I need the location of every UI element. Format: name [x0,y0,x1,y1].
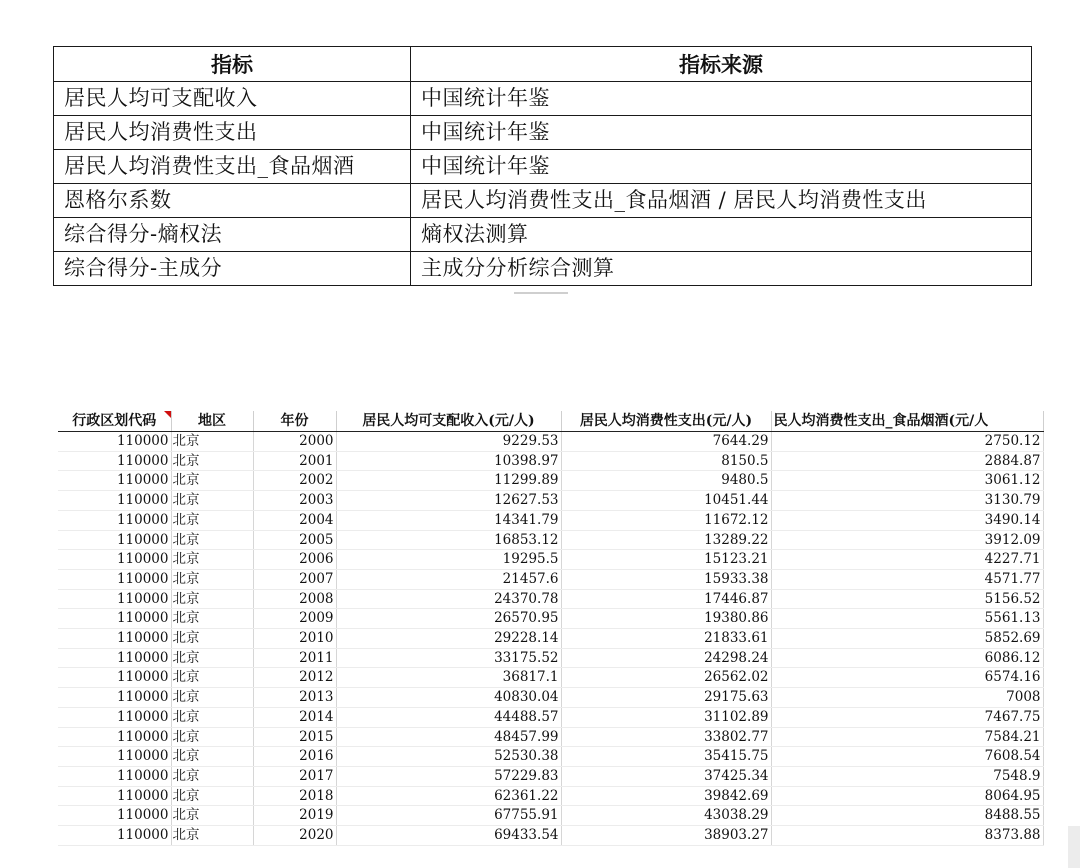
cell-region[interactable]: 北京 [171,727,253,747]
cell-region[interactable]: 北京 [171,629,253,649]
cell-year[interactable]: 2019 [253,806,336,826]
cell-region-code[interactable]: 110000 [58,569,171,589]
cell-region-code[interactable]: 110000 [58,471,171,491]
table-row [58,589,1043,609]
cell-region-code[interactable]: 110000 [58,451,171,471]
cell-region[interactable]: 北京 [171,510,253,530]
indicator-name: 综合得分-熵权法 [54,218,411,252]
cell-food-consumption[interactable]: 8064.95 [771,786,1043,806]
cell-income[interactable]: 40830.04 [336,688,561,708]
cell-consumption[interactable]: 37425.34 [561,766,771,786]
cell-consumption[interactable]: 9480.5 [561,471,771,491]
cell-food-consumption[interactable]: 3912.09 [771,530,1043,550]
cell-income[interactable]: 52530.38 [336,747,561,767]
cell-food-consumption[interactable]: 3490.14 [771,510,1043,530]
cell-year[interactable]: 2014 [253,707,336,727]
cell-region-code[interactable]: 110000 [58,826,171,846]
cell-region[interactable]: 北京 [171,668,253,688]
indicator-name: 恩格尔系数 [54,184,411,218]
cell-consumption[interactable]: 26562.02 [561,668,771,688]
cell-year[interactable]: 2013 [253,688,336,708]
cell-region[interactable]: 北京 [171,589,253,609]
indicator-name: 居民人均消费性支出 [54,116,411,150]
cell-region[interactable]: 北京 [171,707,253,727]
cell-consumption[interactable]: 29175.63 [561,688,771,708]
indicator-source: 主成分分析综合测算 [411,252,1032,286]
cell-income[interactable]: 26570.95 [336,609,561,629]
cell-region[interactable]: 北京 [171,688,253,708]
cell-consumption[interactable]: 24298.24 [561,648,771,668]
cell-income[interactable]: 69433.54 [336,826,561,846]
cell-food-consumption[interactable]: 6086.12 [771,648,1043,668]
table-row [58,648,1043,668]
cell-year[interactable]: 2015 [253,727,336,747]
cell-income[interactable]: 12627.53 [336,491,561,511]
cell-year[interactable]: 2001 [253,451,336,471]
cell-region[interactable]: 北京 [171,806,253,826]
indicator-row [54,150,1032,184]
cell-income[interactable]: 29228.14 [336,629,561,649]
cell-region-code[interactable]: 110000 [58,432,171,452]
column-header-region-code[interactable] [58,411,171,432]
cell-consumption[interactable]: 35415.75 [561,747,771,767]
cell-year[interactable]: 2016 [253,747,336,767]
spreadsheet[interactable] [58,411,1041,848]
table-row [58,550,1043,570]
cell-region-code[interactable]: 110000 [58,766,171,786]
cell-food-consumption[interactable]: 3130.79 [771,491,1043,511]
cell-year[interactable]: 2012 [253,668,336,688]
table-row [58,806,1043,826]
cell-year[interactable]: 2007 [253,569,336,589]
cell-region-code[interactable]: 110000 [58,491,171,511]
cell-income[interactable]: 19295.5 [336,550,561,570]
indicator-header: 指标 [54,47,411,82]
cell-income[interactable]: 10398.97 [336,451,561,471]
cell-region-code[interactable]: 110000 [58,589,171,609]
cell-region-code[interactable]: 110000 [58,609,171,629]
cell-income[interactable]: 16853.12 [336,530,561,550]
indicator-row [54,116,1032,150]
cell-income[interactable]: 36817.1 [336,668,561,688]
cell-region-code[interactable]: 110000 [58,530,171,550]
cell-region[interactable]: 北京 [171,826,253,846]
cell-food-consumption[interactable]: 8373.88 [771,826,1043,846]
cell-year[interactable]: 2009 [253,609,336,629]
cell-region-code[interactable]: 110000 [58,806,171,826]
cell-consumption[interactable]: 17446.87 [561,589,771,609]
cell-consumption[interactable]: 8150.5 [561,451,771,471]
table-row [58,707,1043,727]
cell-region[interactable]: 北京 [171,786,253,806]
cell-year[interactable]: 2005 [253,530,336,550]
cell-consumption[interactable]: 10451.44 [561,491,771,511]
cell-income[interactable]: 57229.83 [336,766,561,786]
cell-food-consumption[interactable]: 7608.54 [771,747,1043,767]
cell-consumption[interactable]: 31102.89 [561,707,771,727]
cell-consumption[interactable]: 38903.27 [561,826,771,846]
divider [514,292,568,294]
cell-income[interactable]: 14341.79 [336,510,561,530]
cell-food-consumption[interactable]: 6574.16 [771,668,1043,688]
cell-year[interactable]: 2020 [253,826,336,846]
cell-year[interactable]: 2004 [253,510,336,530]
cell-food-consumption[interactable]: 2750.12 [771,432,1043,452]
table-row [58,609,1043,629]
cell-food-consumption[interactable]: 7584.21 [771,727,1043,747]
indicator-name: 综合得分-主成分 [54,252,411,286]
cell-food-consumption[interactable]: 5156.52 [771,589,1043,609]
header-label: 行政区划代码 [72,413,157,429]
cell-region-code[interactable]: 110000 [58,510,171,530]
cell-food-consumption[interactable]: 7548.9 [771,766,1043,786]
table-row [58,786,1043,806]
cell-income[interactable]: 62361.22 [336,786,561,806]
cell-region-code[interactable]: 110000 [58,727,171,747]
cell-food-consumption[interactable]: 2884.87 [771,451,1043,471]
cell-food-consumption[interactable]: 8488.55 [771,806,1043,826]
column-header-consumption[interactable]: 居民人均消费性支出(元/人) [561,411,771,432]
table-row [58,569,1043,589]
cell-food-consumption[interactable]: 3061.12 [771,471,1043,491]
cell-consumption[interactable]: 33802.77 [561,727,771,747]
cell-consumption[interactable]: 15933.38 [561,569,771,589]
cell-food-consumption[interactable]: 4571.77 [771,569,1043,589]
table-row [58,491,1043,511]
cell-region[interactable]: 北京 [171,569,253,589]
cell-consumption[interactable]: 13289.22 [561,530,771,550]
cell-region-code[interactable]: 110000 [58,648,171,668]
column-header-food-consumption[interactable]: 民人均消费性支出_食品烟酒(元/人 [771,411,1043,432]
cell-region[interactable]: 北京 [171,451,253,471]
table-row [58,471,1043,491]
cell-region-code[interactable]: 110000 [58,707,171,727]
indicator-source: 居民人均消费性支出_食品烟酒 / 居民人均消费性支出 [411,184,1032,218]
cell-region-code[interactable]: 110000 [58,747,171,767]
cell-region[interactable]: 北京 [171,747,253,767]
cell-income[interactable]: 9229.53 [336,432,561,452]
cell-food-consumption[interactable]: 7008 [771,688,1043,708]
indicator-source-header: 指标来源 [411,47,1032,82]
scroll-edge [1068,826,1080,868]
cell-region-code[interactable]: 110000 [58,550,171,570]
cell-region[interactable]: 北京 [171,432,253,452]
cell-region[interactable]: 北京 [171,471,253,491]
cell-income[interactable]: 33175.52 [336,648,561,668]
cell-year[interactable]: 2003 [253,491,336,511]
cell-region[interactable]: 北京 [171,609,253,629]
cell-food-consumption[interactable]: 5852.69 [771,629,1043,649]
cell-consumption[interactable]: 11672.12 [561,510,771,530]
cell-income[interactable]: 48457.99 [336,727,561,747]
table-row [58,668,1043,688]
column-header-region[interactable]: 地区 [171,411,253,432]
table-row [58,826,1043,846]
table-row [58,747,1043,767]
cell-consumption[interactable]: 15123.21 [561,550,771,570]
indicator-header-row [54,47,1032,82]
table-row [58,530,1043,550]
table-row [58,629,1043,649]
cell-income[interactable]: 21457.6 [336,569,561,589]
column-header-year[interactable]: 年份 [253,411,336,432]
column-header-income[interactable]: 居民人均可支配收入(元/人) [336,411,561,432]
indicator-source: 中国统计年鉴 [411,116,1032,150]
table-row [58,766,1043,786]
indicator-row [54,82,1032,116]
cell-region-code[interactable]: 110000 [58,688,171,708]
cell-consumption[interactable]: 7644.29 [561,432,771,452]
cell-income[interactable]: 67755.91 [336,806,561,826]
cell-income[interactable]: 44488.57 [336,707,561,727]
table-row [58,451,1043,471]
cell-region[interactable]: 北京 [171,491,253,511]
cell-region[interactable]: 北京 [171,648,253,668]
indicator-source: 熵权法测算 [411,218,1032,252]
cell-year[interactable]: 2002 [253,471,336,491]
cell-food-consumption[interactable]: 5561.13 [771,609,1043,629]
cell-year[interactable]: 2010 [253,629,336,649]
cell-food-consumption[interactable]: 7467.75 [771,707,1043,727]
table-row [58,510,1043,530]
cell-consumption[interactable]: 19380.86 [561,609,771,629]
cell-year[interactable]: 2017 [253,766,336,786]
cell-region[interactable]: 北京 [171,550,253,570]
cell-region-code[interactable]: 110000 [58,786,171,806]
cell-region[interactable]: 北京 [171,766,253,786]
comment-indicator[interactable] [164,411,171,418]
cell-year[interactable]: 2008 [253,589,336,609]
indicator-name: 居民人均可支配收入 [54,82,411,116]
cell-year[interactable]: 2006 [253,550,336,570]
indicator-table [53,46,1032,286]
cell-food-consumption[interactable]: 4227.71 [771,550,1043,570]
table-row [58,727,1043,747]
data-table [58,411,1044,846]
cell-region-code[interactable]: 110000 [58,668,171,688]
indicator-row [54,218,1032,252]
cell-income[interactable]: 24370.78 [336,589,561,609]
table-row [58,432,1043,452]
indicator-row [54,252,1032,286]
cell-region[interactable]: 北京 [171,530,253,550]
cell-region-code[interactable]: 110000 [58,629,171,649]
cell-consumption[interactable]: 21833.61 [561,629,771,649]
cell-year[interactable]: 2018 [253,786,336,806]
indicator-name: 居民人均消费性支出_食品烟酒 [54,150,411,184]
cell-year[interactable]: 2000 [253,432,336,452]
cell-consumption[interactable]: 39842.69 [561,786,771,806]
cell-year[interactable]: 2011 [253,648,336,668]
cell-consumption[interactable]: 43038.29 [561,806,771,826]
indicator-source: 中国统计年鉴 [411,150,1032,184]
column-header-row [58,411,1043,432]
indicator-row [54,184,1032,218]
indicator-source: 中国统计年鉴 [411,82,1032,116]
cell-income[interactable]: 11299.89 [336,471,561,491]
table-row [58,688,1043,708]
